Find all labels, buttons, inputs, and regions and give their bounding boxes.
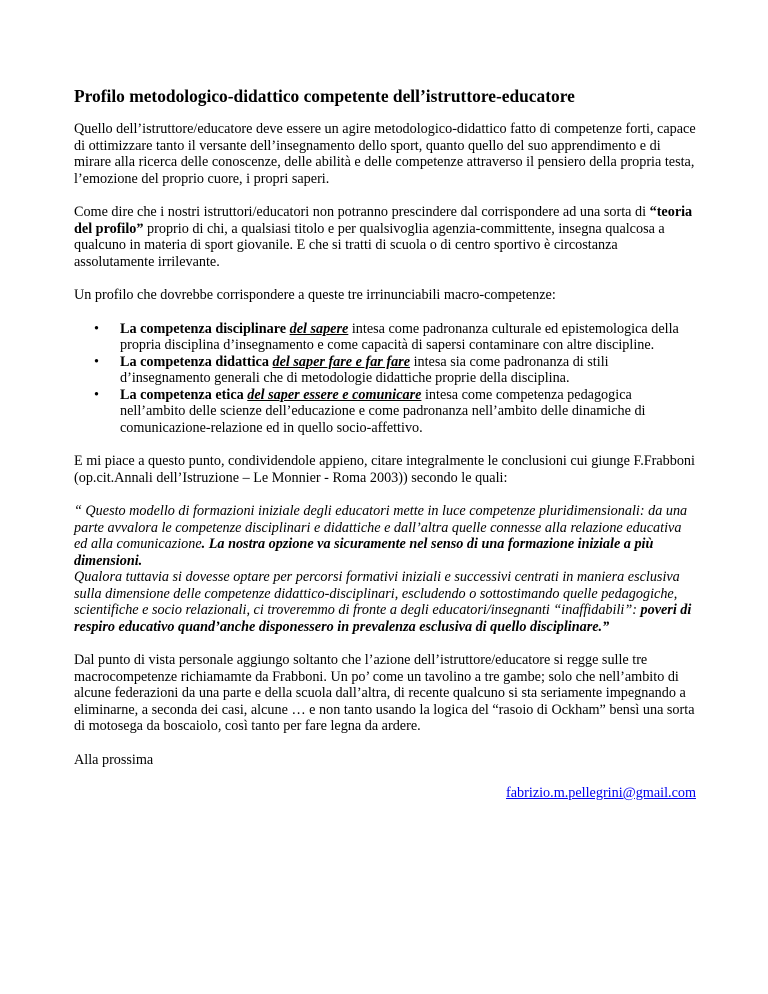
list-item-emphasis: del sapere bbox=[289, 320, 349, 337]
list-item bbox=[94, 320, 696, 354]
paragraph-personal: Dal punto di vista personale aggiungo soltanto che l’azione dell’istruttore/educatore si regge sulle tre macrocompetenze richiamamte da Frabboni. Un po’ come un tavolino a tre gambe; solo che nell’ambito di alcune federazioni da una parte e della scuola dall’altra, di recente qualcuno si sta seriamente impegnando a eliminarne, a seconda dei casi, alcune … e non tanto usando la logica del “rasoio di Ockham” bensì una sorta di motosega da boscaiolo, così tanto per fare legna da ardere. bbox=[74, 652, 695, 734]
bullet-icon: • bbox=[94, 386, 99, 403]
list-item-emphasis: del saper fare e far fare bbox=[272, 353, 411, 370]
paragraph-profilo: Un profilo che dovrebbe corrispondere a queste tre irrinunciabili macro-competenze: bbox=[74, 287, 556, 303]
quotation-emphasis-b: . La nostra opzione va sicuramente nel senso di una formazione iniziale a più dimensioni. bbox=[74, 536, 654, 569]
quotation-text-c: Qualora tuttavia si dovesse optare per percorsi formativi iniziali e successivi centrati in maniera esclusiva sulla dimensione delle competenze didattico-disciplinari, escludendo o sottostimando quelle pedagogiche, scientifiche e socio relazionali, ci troveremmo di fronte a degli educatori/insegnanti “inaffidabili”: bbox=[74, 569, 680, 618]
paragraph-citation-intro: E mi piace a questo punto, condividendole appieno, citare integralmente le conclusioni cui giunge F.Frabboni (op.cit.Annali dell’Istruzione – Le Monnier - Roma 2003)) secondo le quali: bbox=[74, 453, 695, 486]
paragraph-teoria-a: Come dire che i nostri istruttori/educatori non potranno prescindere dal corrispondere ad una sorta di bbox=[74, 204, 650, 220]
list-item-bold: La competenza didattica bbox=[120, 353, 273, 370]
document-title: Profilo metodologico-didattico competente dell’istruttore-educatore bbox=[74, 86, 575, 106]
quotation-emphasis-d: poveri di respiro educativo quand’anche disponessero in prevalenza esclusiva di quello disciplinare.” bbox=[74, 602, 692, 635]
list-item-text: intesa sia come padronanza di stili d’insegnamento generali che di metodologie didattiche proprie della disciplina. bbox=[120, 353, 609, 386]
bullet-icon: • bbox=[94, 353, 99, 370]
quotation-first bbox=[74, 503, 696, 569]
quotation-second bbox=[74, 569, 696, 635]
paragraph-intro: Quello dell’istruttore/educatore deve essere un agire metodologico-didattico fatto di competenze forti, capace di ottimizzare tanto il versante dell’insegnamento dello sport, quanto quello del suo apprendimento e di mirare alla ricerca delle conoscenze, delle abilità e delle competenze attraverso il pensiero della propria testa, l’emozione del proprio cuore, i propri saperi. bbox=[74, 121, 696, 187]
list-item bbox=[94, 386, 696, 437]
quotation-block bbox=[74, 503, 696, 635]
quotation-text-a: “ Questo modello di formazioni iniziale degli educatori mette in luce competenze pluridimensionali: da una parte avvalora le competenze disciplinari e didattiche e dall’altra quelle connesse alla relazione educativa ed alla comunicazione bbox=[74, 503, 688, 552]
email-link[interactable]: fabrizio.m.pellegrini@gmail.com bbox=[506, 785, 696, 801]
bullet-icon: • bbox=[94, 320, 99, 337]
competence-list bbox=[74, 321, 696, 437]
list-item bbox=[94, 353, 696, 387]
list-item-bold: La competenza disciplinare bbox=[120, 320, 290, 337]
document-page bbox=[74, 86, 696, 802]
teoria-del-profilo-emphasis: “teoria del profilo” bbox=[74, 204, 693, 237]
list-item-bold: La competenza etica bbox=[120, 386, 248, 403]
list-item-text: intesa come padronanza culturale ed epistemologica della propria disciplina d’insegnamento e come capacità di sapersi contaminare con altre discipline. bbox=[120, 320, 679, 353]
list-item-text: intesa come competenza pedagogica nell’ambito delle scienze dell’educazione e come padronanza nell’ambito delle dinamiche di comunicazione-relazione ed in quello socio-affettivo. bbox=[120, 386, 646, 436]
paragraph-teoria-c: proprio di chi, a qualsiasi titolo e per qualsivoglia agenzia-committente, insegna qualcosa a qualcuno in materia di sport giovanile. E che si tratti di scuola o di centro sportivo è circostanza assolutamente irrilevante. bbox=[74, 220, 665, 270]
paragraph-teoria bbox=[74, 204, 696, 270]
list-item-emphasis: del saper essere e comunicare bbox=[247, 386, 422, 403]
closing-text: Alla prossima bbox=[74, 751, 154, 768]
